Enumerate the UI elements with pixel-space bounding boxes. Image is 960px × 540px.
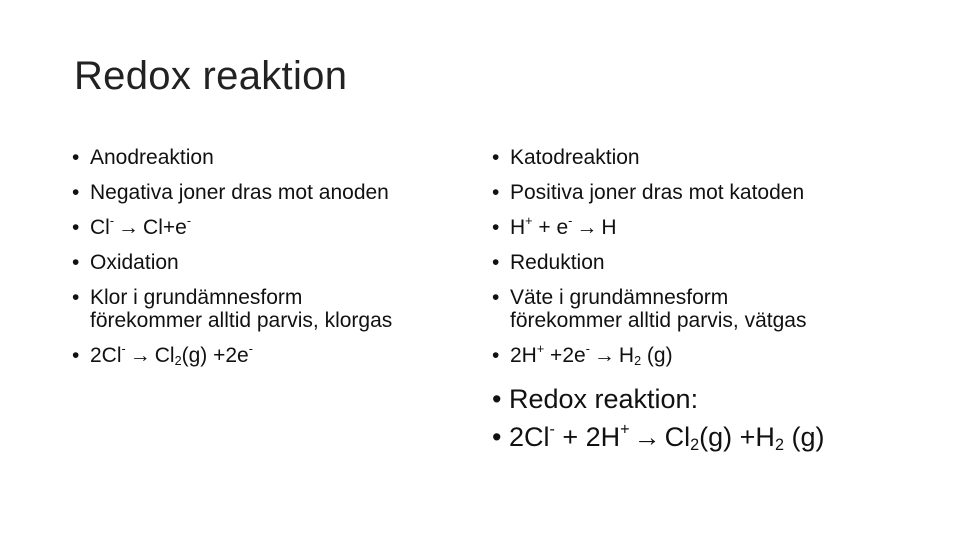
- item-text-line-2: förekommer alltid parvis, klorgas: [90, 309, 393, 332]
- bullet-icon: •: [72, 286, 80, 309]
- list-item: [72, 140, 472, 175]
- summary-equation: • $2Cl^- + 2H^+ \to Cl_2(g) +H_2$ (g): [492, 418, 932, 456]
- bullet-icon: •: [72, 216, 80, 239]
- list-item: [72, 280, 472, 338]
- redox-summary: [492, 380, 932, 456]
- cathode-bullet-list: [492, 140, 892, 373]
- bullet-icon: •: [492, 286, 500, 309]
- arrow-icon: →: [129, 344, 151, 367]
- slide-title: Redox reaktion: [74, 54, 348, 98]
- list-item: [492, 338, 892, 373]
- list-item: [492, 175, 892, 210]
- arrow-icon: →: [633, 422, 661, 452]
- bullet-icon: •: [492, 251, 500, 274]
- item-text-line-1: Klor i grundämnesform: [90, 286, 303, 309]
- list-item: [492, 245, 892, 280]
- anode-bullet-list: [72, 140, 472, 373]
- list-item: [72, 210, 472, 245]
- summary-heading: [492, 380, 932, 418]
- equation: $2H^+ +2e^- \to H_2$ (g): [510, 344, 673, 367]
- cathode-column: [492, 140, 892, 373]
- arrow-icon: →: [576, 216, 598, 239]
- bullet-icon: •: [492, 146, 500, 169]
- bullet-icon: •: [72, 251, 80, 274]
- equation: $2Cl^- \to Cl_2(g) +2e^-$: [90, 344, 253, 367]
- bullet-icon: •: [72, 181, 80, 204]
- list-item: [72, 338, 472, 373]
- bullet-icon: •: [492, 384, 502, 414]
- item-text: Anodreaktion: [90, 146, 214, 169]
- bullet-icon: •: [492, 344, 500, 367]
- equation: H+ + e- → H: [510, 216, 617, 239]
- item-text: Oxidation: [90, 251, 179, 274]
- bullet-icon: •: [492, 422, 502, 452]
- arrow-icon: →: [593, 344, 615, 367]
- item-text: Katodreaktion: [510, 146, 640, 169]
- item-text: Negativa joner dras mot anoden: [90, 181, 389, 204]
- list-item: [492, 140, 892, 175]
- item-text: Reduktion: [510, 251, 605, 274]
- anode-column: [72, 140, 472, 373]
- list-item: [492, 210, 892, 245]
- list-item: [72, 175, 472, 210]
- item-text-line-1: Väte i grundämnesform: [510, 286, 729, 309]
- list-item: [492, 280, 892, 338]
- bullet-icon: •: [492, 181, 500, 204]
- item-text-line-2: förekommer alltid parvis, vätgas: [510, 309, 807, 332]
- equation: Cl- → Cl+e-: [90, 216, 191, 239]
- arrow-icon: →: [118, 216, 140, 239]
- list-item: [72, 245, 472, 280]
- bullet-icon: •: [492, 216, 500, 239]
- bullet-icon: •: [72, 344, 80, 367]
- item-text: Positiva joner dras mot katoden: [510, 181, 805, 204]
- bullet-icon: •: [72, 146, 80, 169]
- summary-heading-text: Redox reaktion:: [508, 384, 699, 414]
